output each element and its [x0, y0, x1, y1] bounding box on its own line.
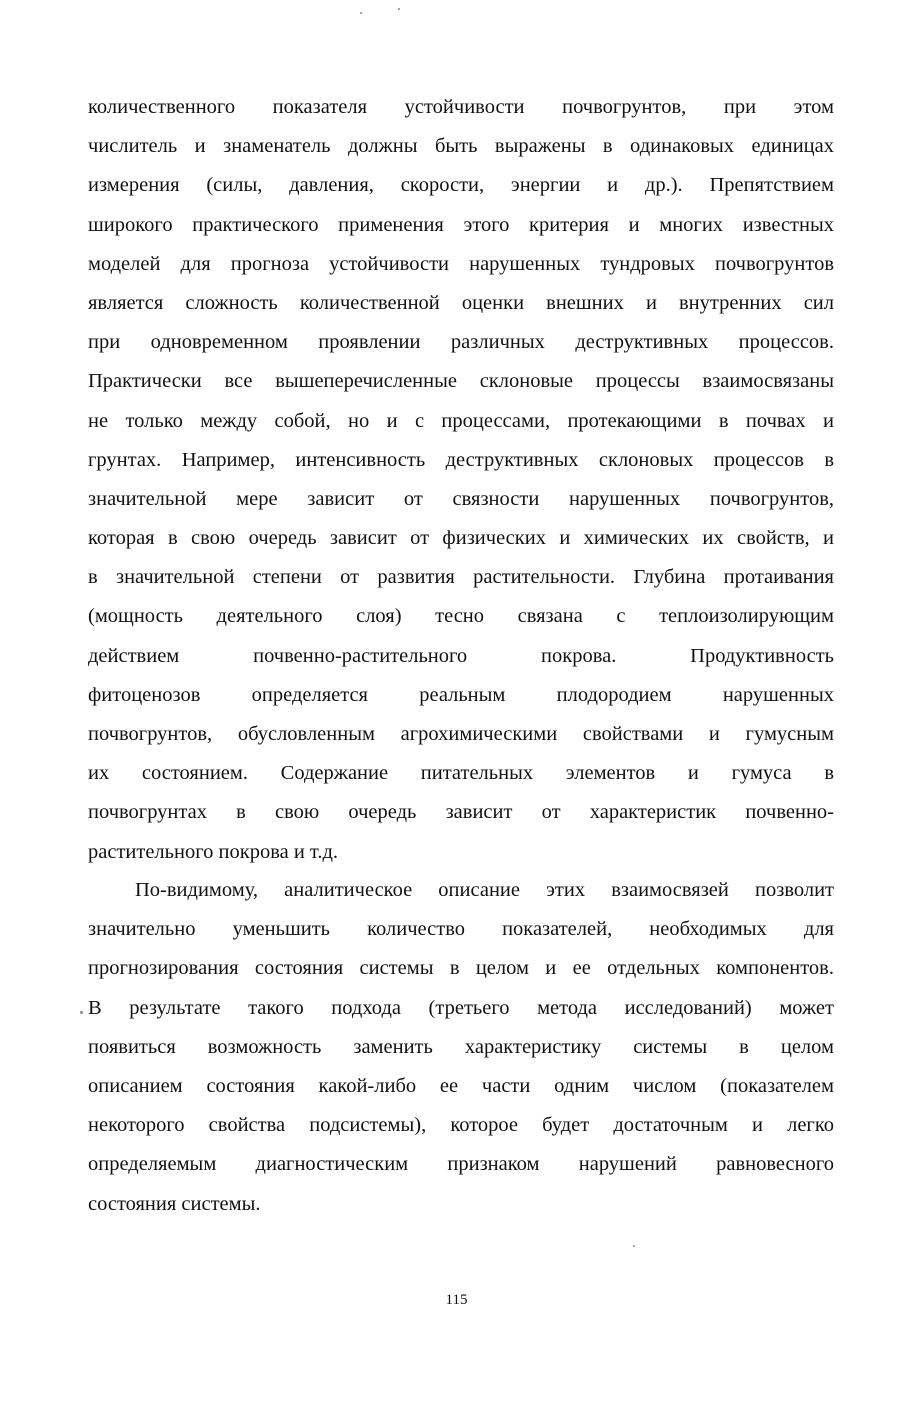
text-line: растительного покрова и т.д. [88, 840, 339, 863]
text-line: которая в свою очередь зависит от физических и химических их свойств, и [88, 527, 834, 550]
text-line: значительно уменьшить количество показателей, необходимых для [88, 918, 834, 941]
text-line: является сложность количественной оценки внешних и внутренних сил [88, 291, 834, 314]
page-number: 115 [445, 1292, 468, 1308]
text-line: состояния системы. [88, 1192, 261, 1215]
text-line: широкого практического применения этого критерия и многих известных [88, 213, 834, 236]
text-line: не только между собой, но и с процессами, протекающими в почвах и [88, 409, 834, 432]
text-line: при одновременном проявлении различных деструктивных процессов. [88, 331, 834, 354]
text-line: их состоянием. Содержание питательных элементов и гумуса в [88, 762, 834, 785]
text-line: По-видимому, аналитическое описание этих взаимосвязей позволит [135, 879, 834, 901]
scan-speck [633, 1245, 635, 1247]
text-line: действием почвенно-растительного покрова. Продуктивность [88, 644, 834, 667]
paragraph-1 [88, 88, 834, 872]
text-line: почвогрунтах в свою очередь зависит от характеристик почвенно- [88, 801, 834, 824]
text-line: фитоценозов определяется реальным плодородием нарушенных [88, 683, 834, 706]
text-line: прогнозирования состояния системы в целом и ее отдельных компонентов. [88, 957, 834, 980]
text-line: значительной мере зависит от связности нарушенных почвогрунтов, [88, 487, 834, 510]
text-line: определяемым диагностическим признаком нарушений равновесного [88, 1153, 834, 1176]
text-line: некоторого свойства подсистемы), которое будет достаточным и легко [88, 1114, 834, 1137]
text-line: количественного показателя устойчивости почвогрунтов, при этом [88, 96, 834, 118]
text-line: (мощность деятельного слоя) тесно связана с теплоизолирующим [88, 605, 834, 628]
text-line: Практически все вышеперечисленные склоновые процессы взаимосвязаны [88, 370, 834, 393]
text-line: числитель и знаменатель должны быть выражены в одинаковых единицах [88, 135, 834, 158]
text-line: появиться возможность заменить характеристику системы в целом [88, 1035, 834, 1058]
text-line: моделей для прогноза устойчивости нарушенных тундровых почвогрунтов [88, 252, 834, 275]
text-line: измерения (силы, давления, скорости, энергии и др.). Препятствием [88, 174, 834, 197]
text-line: В результате такого подхода (третьего метода исследований) может [88, 996, 834, 1019]
scan-speck [398, 8, 400, 10]
text-line: грунтах. Например, интенсивность деструктивных склоновых процессов в [88, 448, 834, 471]
scan-speck [360, 12, 362, 14]
scan-speck [80, 1011, 83, 1014]
text-line: в значительной степени от развития растительности. Глубина протаивания [88, 566, 834, 589]
paragraph-2 [88, 871, 834, 1224]
text-line: описанием состояния какой-либо ее части одним числом (показателем [88, 1074, 834, 1097]
text-line: почвогрунтов, обусловленным агрохимическими свойствами и гумусным [88, 723, 834, 745]
